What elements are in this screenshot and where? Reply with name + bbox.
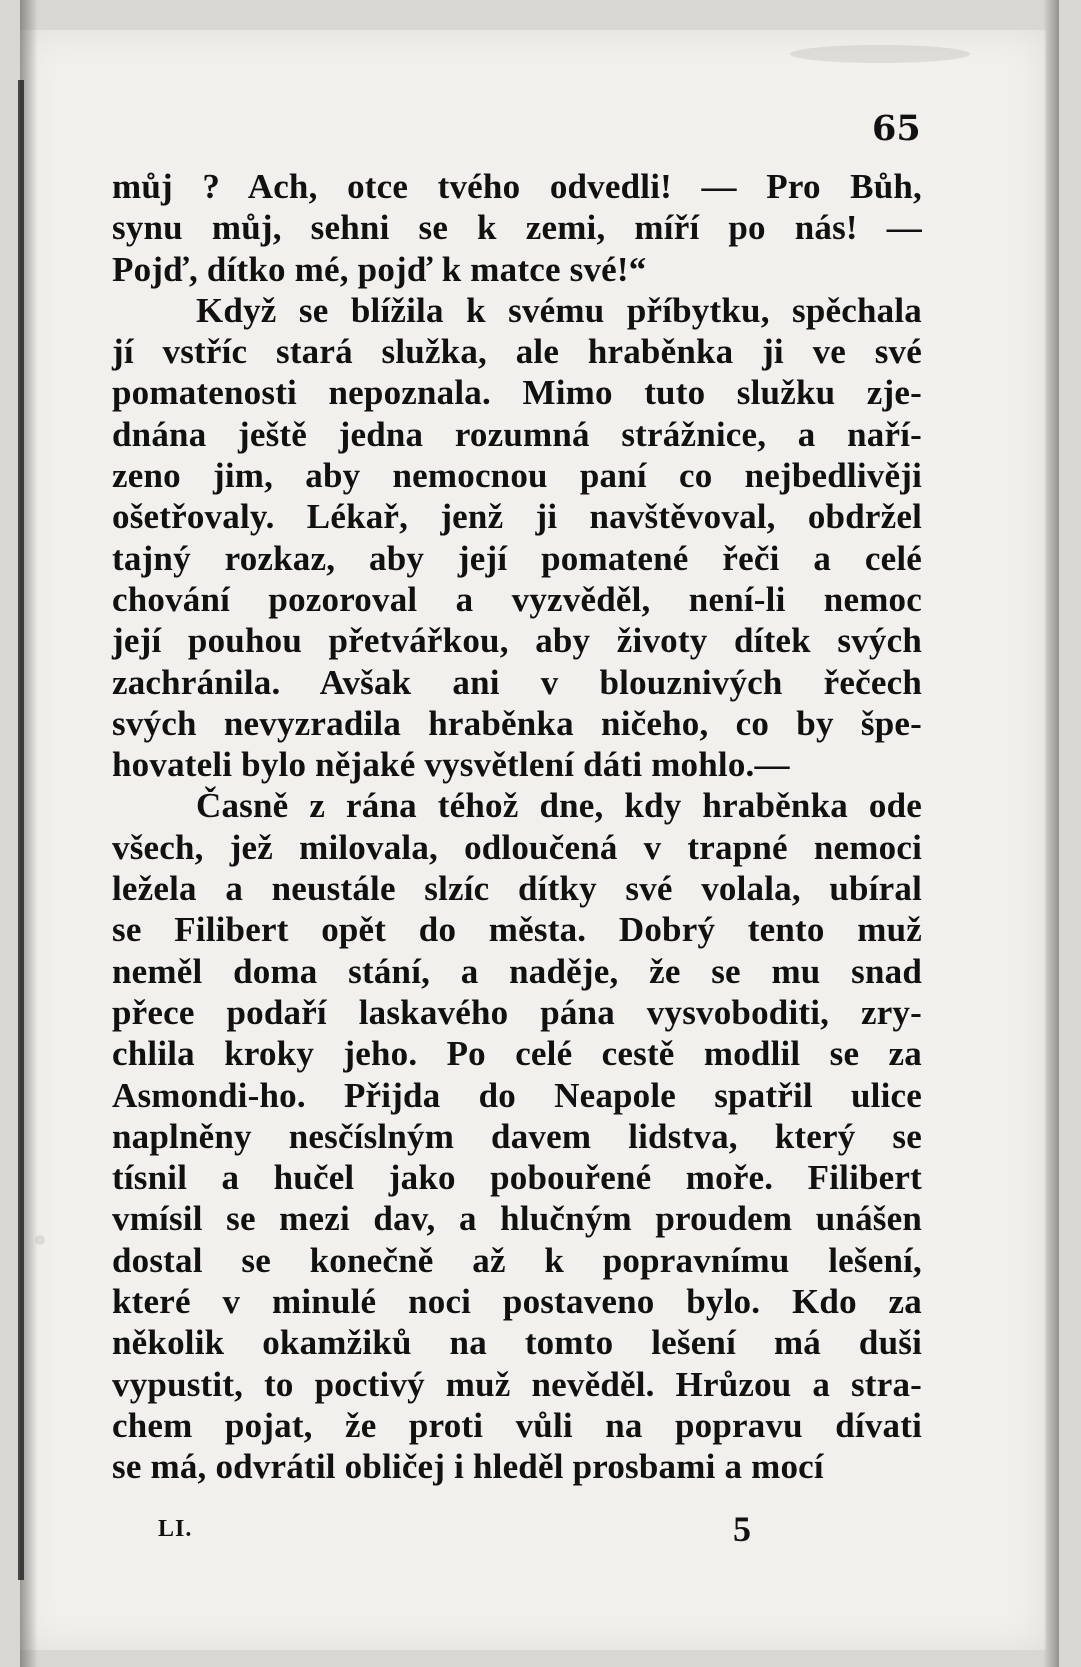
text-line-26: vmísil se mezi dav, a hlučným proudem unášen [112,1199,922,1239]
text-line-31: chem pojat, že proti vůli na popravu dívati [112,1405,922,1445]
text-line-10: tajný rozkaz, aby její pomatené řeči a celé [112,538,922,578]
page-body-text [112,166,922,1488]
text-line-3: Pojď, dítko mé, pojď k matce své!“ [112,249,647,289]
text-line-29: několik okamžiků na tomto lešení má duši [112,1323,922,1363]
text-line-22: chlila kroky jeho. Po celé cestě modlil se za [112,1034,922,1074]
page-number: 65 [872,108,921,149]
page-smudge [790,45,970,63]
text-line-17: všech, jež milovala, odloučená v trapné nemoci [112,827,922,867]
text-line-6: pomatenosti nepoznala. Mimo tuto služku zje- [112,373,922,413]
text-line-25: tísnil a hučel jako pobouřené moře. Filibert [112,1158,922,1198]
text-line-13: zachránila. Avšak ani v blouznivých řečech [112,662,922,702]
text-line-18: ležela a neustále slzíc dítky své volala, ubíral [112,869,922,909]
right-page-shadow [1043,0,1059,1667]
text-line-23: Asmondi-ho. Přijda do Neapole spatřil ulice [112,1075,922,1115]
text-line-28: které v minulé noci postaveno bylo. Kdo za [112,1282,922,1322]
text-line-4: Když se blížila k svému příbytku, spěchala [196,290,922,330]
page-mark [35,1235,45,1245]
text-line-30: vypustit, to poctivý muž nevěděl. Hrůzou a stra- [112,1364,922,1404]
text-line-8: zeno jim, aby nemocnou paní co nejbedlivěji [112,456,922,496]
text-line-9: ošetřovaly. Lékař, jenž ji navštěvoval, obdržel [112,497,922,537]
footer-signature: LI. [158,1516,193,1542]
text-line-7: dnána ještě jedna rozumná strážnice, a naří- [112,414,922,454]
text-line-5: jí vstříc stará služka, ale hraběnka ji ve své [112,332,922,372]
binding-edge [18,80,24,1580]
text-line-21: přece podaří laskavého pána vysvoboditi, zry- [112,992,922,1032]
text-line-2: synu můj, sehni se k zemi, míří po nás! — [112,208,922,248]
text-line-19: se Filibert opět do města. Dobrý tento muž [112,910,922,950]
text-line-1: můj ? Ach, otce tvého odvedli! — Pro Bůh, [112,167,922,206]
text-line-27: dostal se konečně až k popravnímu lešení, [112,1240,922,1280]
text-line-15: hovateli bylo nějaké vysvětlení dáti mohlo.— [112,745,790,785]
text-line-12: její pouhou přetvářkou, aby životy dítek svých [112,621,922,661]
text-line-24: naplněny nesčíslným davem lidstva, který se [112,1116,922,1156]
text-line-11: chování pozoroval a vyzvěděl, není-li nemoc [112,579,922,619]
text-line-14: svých nevyzradila hraběnka ničeho, co by špe- [112,703,922,743]
text-line-20: neměl doma stání, a naděje, že se mu snad [112,951,922,991]
text-line-32: se má, odvrátil obličej i hleděl prosbami a mocí [112,1447,824,1487]
footer-number: 5 [733,1509,751,1549]
text-line-16: Časně z rána téhož dne, kdy hraběnka ode [196,786,922,826]
